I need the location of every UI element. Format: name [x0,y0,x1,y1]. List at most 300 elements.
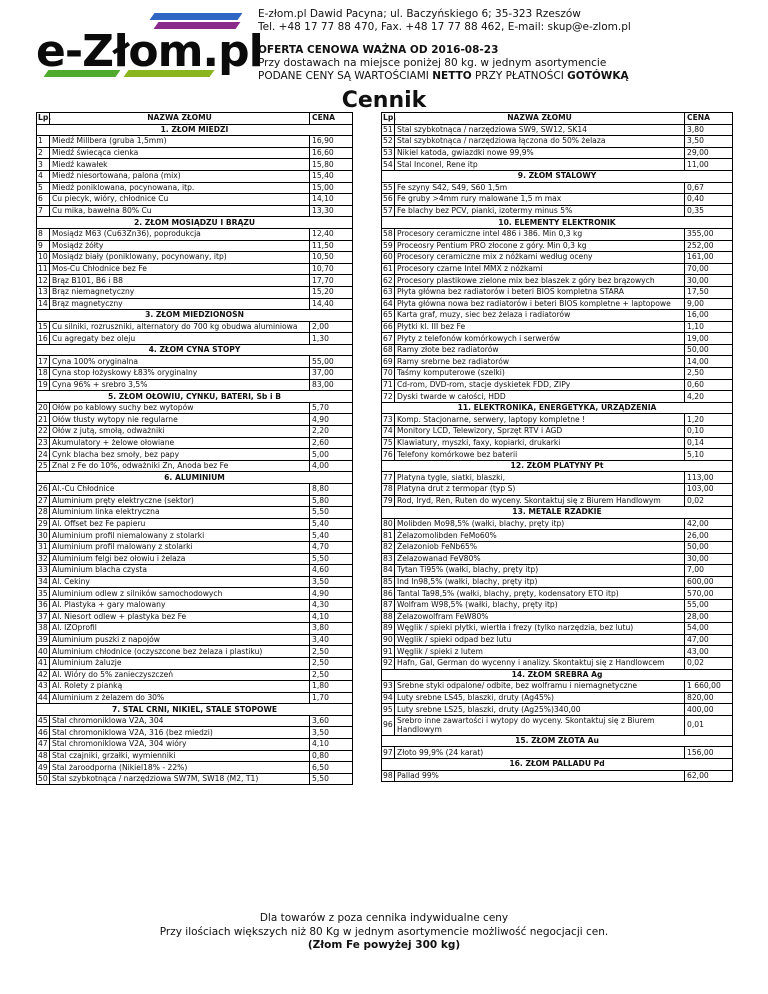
item-price: 3,40 [310,634,353,646]
item-price: 19,00 [685,333,733,345]
column-header-price: CENA [310,113,353,125]
item-number: 79 [383,495,393,505]
item-number: 82 [383,542,393,552]
item-name: Cu agregaty bez oleju [50,333,310,345]
item-number: 93 [383,681,393,691]
section-title: 1. ZŁOM MIEDZI [37,124,353,136]
item-name: Ramy srebrne bez radiatorów [395,356,685,368]
table-row [382,414,733,426]
item-price: 16,00 [685,310,733,322]
item-number: 51 [383,124,393,134]
item-number: 52 [383,136,393,146]
item-number: 72 [383,391,393,401]
table-row [37,599,353,611]
item-price: 570,00 [685,588,733,600]
item-number: 1 [37,136,50,148]
company-contact: Tel. +48 17 77 88 470, Fax. +48 17 77 88 462, E-mail: skup@e-zlom.pl [258,21,631,33]
item-number: 34 [38,577,48,587]
table-row [382,252,733,264]
section-title: 12. ZŁOM PLATYNY Pt [382,460,733,472]
item-name: Monitory LCD, Telewizory, Sprzęt RTV i AGD [395,426,685,438]
section-header-row [37,472,353,484]
price-table-left [36,112,353,785]
item-number: 10 [38,252,48,262]
item-number: 69 [383,356,393,366]
section-header-row [382,669,733,681]
item-number: 26 [38,484,48,494]
table-row [37,727,353,739]
company-logo [36,8,263,86]
item-price: 15,80 [310,159,353,171]
item-price: 54,00 [685,623,733,635]
table-row [382,518,733,530]
item-price: 5,40 [310,518,353,530]
table-row [382,159,733,171]
item-number: 16 [38,333,48,343]
item-price: 3,60 [310,715,353,727]
table-row [37,750,353,762]
item-price: 1,20 [685,414,733,426]
table-row [37,518,353,530]
column-header-name: NAZWA ZŁOMU [50,113,310,125]
item-name: Al. Rolety z pianką [50,681,310,693]
item-number: 28 [38,507,48,517]
item-price: 5,50 [310,507,353,519]
item-number: 87 [383,600,393,610]
section-title: 16. ZŁOM PALLADU Pd [382,759,733,771]
table-row [382,681,733,693]
section-header-row [37,310,353,322]
item-price: 5,80 [310,495,353,507]
item-number: 33 [38,565,48,575]
item-number: 92 [383,658,393,668]
item-number: 46 [38,727,48,737]
item-name: Aluminium z żelazem do 30% [50,692,310,704]
item-price: 1,80 [310,681,353,693]
table-row [382,275,733,287]
item-name: Znal z Fe do 10%, odważniki Zn, Anoda bez Fe [50,460,310,472]
item-price: 55,00 [685,599,733,611]
item-name: Miedź kawałek [50,159,310,171]
table-row [37,495,353,507]
section-header-row [37,124,353,136]
section-title: 15. ZŁOM ZŁOTA Au [382,735,733,747]
item-price: 2,20 [310,426,353,438]
item-name: Telefony komórkowe bez baterii [395,449,685,461]
item-number: 27 [38,495,48,505]
table-row [37,553,353,565]
item-name: Dyski twarde w całości, HDD [395,391,685,403]
price-table-right-body [382,113,733,782]
item-number: 2 [37,147,50,159]
item-name: Węglik / spieki odpad bez lutu [395,634,685,646]
item-number: 80 [383,519,393,529]
item-price: 1,10 [685,321,733,333]
item-name: Mosiądz żółty [50,240,310,252]
item-name: Al. Niesort odlew + plastyka bez Fe [50,611,310,623]
item-name: Mosiądz biały (poniklowany, pocynowany, itp) [50,252,310,264]
section-title: 5. ZŁOM OŁOWIU, CYNKU, BATERI, Sb i B [37,391,353,403]
item-price: 820,00 [685,692,733,704]
table-row [37,657,353,669]
item-name: Brąz niemagnetyczny [50,286,310,298]
item-price: 50,00 [685,344,733,356]
item-name: Aluminium odlew z silników samochodowych [50,588,310,600]
item-number: 77 [383,472,393,482]
item-name: Cu silniki, rozruszniki, alternatory do 700 kg obudwa aluminiowa [50,321,310,333]
section-title: 11. ELEKTRONIKA, ENERGETYKA, URZĄDZENIA [382,402,733,414]
table-row [382,747,733,759]
item-name: Stal szybkotnąca / narzędziowa SW9, SW12, SK14 [395,124,685,136]
item-name: Płyty z telefonów komórkowych i serwerów [395,333,685,345]
section-title: 13. METALE RZADKIE [382,507,733,519]
item-price: 0,40 [685,194,733,206]
item-price: 355,00 [685,228,733,240]
item-price: 2,50 [685,368,733,380]
item-number: 22 [38,426,48,436]
item-number: 53 [383,148,393,158]
item-price: 103,00 [685,484,733,496]
item-number: 62 [383,275,393,285]
item-number: 85 [383,577,393,587]
table-row [382,286,733,298]
section-header-row [382,402,733,414]
item-name: Żelazowanad FeV80% [395,553,685,565]
item-number: 83 [383,553,393,563]
item-number: 94 [383,692,393,702]
item-name: Płyta główna nowa bez radiatorów i beteri BIOS kompletne + laptopowe [395,298,685,310]
item-price: 10,50 [310,252,353,264]
table-row [37,182,353,194]
item-price: 5,70 [310,402,353,414]
table-row [37,402,353,414]
item-name: Żelazomolibden FeMo60% [395,530,685,542]
section-header-row [382,507,733,519]
item-number: 65 [383,310,393,320]
table-row [382,240,733,252]
table-row [37,333,353,345]
item-price: 50,00 [685,541,733,553]
item-number: 42 [38,669,48,679]
item-price: 3,50 [685,136,733,148]
table-row [37,437,353,449]
item-price: 4,20 [685,391,733,403]
item-price: 17,70 [310,275,353,287]
item-name: Cyna stop łożyskowy Ł83% oryginalny [50,368,310,380]
table-row [37,739,353,751]
section-header-row [37,704,353,716]
table-row [37,588,353,600]
item-number: 30 [38,530,48,540]
company-address: E-złom.pl Dawid Pacyna; ul. Baczyńskiego 6; 35-323 Rzeszów [258,8,581,20]
table-row [37,240,353,252]
item-price: 4,90 [310,588,353,600]
item-number: 17 [38,356,48,366]
item-name: Molibden Mo98,5% (wałki, blachy, pręty itp) [395,518,685,530]
table-row [382,136,733,148]
item-number: 13 [38,287,48,297]
item-price: 5,50 [310,553,353,565]
footer-note-2: Przy ilościach większych niż 80 Kg w jednym asortymencie możliwość negocjacji cen. [159,925,609,938]
item-price: 29,00 [685,147,733,159]
item-number: 38 [38,623,48,633]
item-price: 252,00 [685,240,733,252]
table-row [382,576,733,588]
item-name: Al. Cekiny [50,576,310,588]
table-row [382,692,733,704]
item-price: 3,50 [310,727,353,739]
table-row [37,576,353,588]
item-name: Aluminium linka elektryczna [50,507,310,519]
section-header-row [37,344,353,356]
item-number: 66 [383,321,393,331]
item-number: 14 [38,298,48,308]
item-name: Miedź niesortowana, palona (mix) [50,170,310,182]
table-row [382,588,733,600]
page-title: Cennik [341,88,427,113]
column-header-lp: Lp. [38,113,52,123]
item-name: Al. Plastyka + gary malowany [50,599,310,611]
item-name: Miedź Millbera (gruba 1,5mm) [50,136,310,148]
table-row [37,147,353,159]
item-number: 23 [38,437,48,447]
table-row [382,553,733,565]
item-name: Aluminium pręty elektryczne (sektor) [50,495,310,507]
table-row [382,770,733,782]
item-number: 98 [383,770,393,780]
section-header-row [382,217,733,229]
item-number: 12 [38,275,48,285]
item-price: 9,00 [685,298,733,310]
item-number: 78 [383,484,393,494]
item-number: 6 [37,194,50,206]
table-row [382,599,733,611]
page-header [0,0,768,88]
table-row [37,715,353,727]
item-name: Pallad 99% [395,770,685,782]
item-number: 81 [383,530,393,540]
item-number: 63 [383,287,393,297]
item-price: 12,40 [310,228,353,240]
table-row [37,530,353,542]
page-footer [0,912,768,953]
section-header-row [382,759,733,771]
item-price: 113,00 [685,472,733,484]
item-name: Ramy złote bez radiatorów [395,344,685,356]
table-row [382,657,733,669]
item-number: 50 [38,774,48,784]
table-row [37,541,353,553]
item-price: 156,00 [685,747,733,759]
price-table-right [381,112,733,782]
table-row [382,472,733,484]
table-row [382,634,733,646]
item-number: 48 [38,750,48,760]
item-price: 37,00 [310,368,353,380]
item-number: 11 [38,264,48,274]
table-row [382,182,733,194]
table-row [37,275,353,287]
item-price: 11,00 [685,159,733,171]
item-name: Al. Wióry do 5% zanieczyszczeń [50,669,310,681]
item-number: 25 [38,461,48,471]
item-name: Procesory czarne Intel MMX z nóżkami [395,263,685,275]
table-row [37,692,353,704]
item-name: Miedź świecąca cienka [50,147,310,159]
item-name: Stal chromoniklowa V2A, 304 wióry [50,739,310,751]
section-title: 4. ZŁOM CYNA STOPY [37,344,353,356]
item-name: Aluminium puszki z napojów [50,634,310,646]
item-number: 24 [38,449,48,459]
item-number: 67 [383,333,393,343]
section-header-row [382,460,733,472]
item-name: Stal chromoniklowa V2A, 316 (bez miedzi) [50,727,310,739]
section-title: 10. ELEMENTY ELEKTRONIK [382,217,733,229]
table-row [37,611,353,623]
item-name: Żelazowolfram FeW80% [395,611,685,623]
item-name: Platyna tygle, siatki, blaszki, [395,472,685,484]
item-name: Wolfram W98,5% (wałki, blachy, pręty itp) [395,599,685,611]
item-price: 4,70 [310,541,353,553]
item-name: Komp. Stacjonarne, serwery, laptopy kompletne ! [395,414,685,426]
item-number: 54 [383,159,393,169]
table-row [382,368,733,380]
item-price: 0,60 [685,379,733,391]
item-number: 75 [383,437,393,447]
section-header-row [382,735,733,747]
item-name: Cu piecyk, wióry, chłodnice Cu [50,194,310,206]
table-row [382,344,733,356]
item-name: Brąz magnetyczny [50,298,310,310]
item-price: 83,00 [310,379,353,391]
delivery-note: Przy dostawach na miejsce poniżej 80 kg. w jednym asortymencie [258,57,607,69]
item-price: 1,70 [310,692,353,704]
section-title: 2. ZŁOM MOSIĄDZU I BRĄZU [37,217,353,229]
item-price: 0,67 [685,182,733,194]
column-header-lp: Lp. [383,113,397,123]
logo-text: e-Złom.pl [36,26,263,77]
table-row [382,228,733,240]
table-row [37,634,353,646]
price-note: PODANE CENY SĄ WARTOŚCIAMI NETTO PRZY PŁATNOŚCI GOTÓWKĄ [258,70,629,82]
price-table-left-body [37,113,353,785]
item-number: 29 [38,519,48,529]
table-row [382,426,733,438]
item-name: Aluminium żaluzje [50,657,310,669]
item-price: 4,10 [310,611,353,623]
item-name: Ind In98,5% (wałki, blachy, pręty itp) [395,576,685,588]
item-name: Taśmy komputerowe (szelki) [395,368,685,380]
item-name: Węglik / spieki płytki, wiertła i frezy (tylko narzędzia, bez lutu) [395,623,685,635]
item-name: Cynk blacha bez smoły, bez papy [50,449,310,461]
table-row [37,194,353,206]
table-row [382,263,733,275]
item-price: 15,40 [310,170,353,182]
table-row [37,669,353,681]
table-row [382,205,733,217]
item-price: 0,14 [685,437,733,449]
table-row [382,333,733,345]
item-number: 15 [38,321,48,331]
table-row [382,147,733,159]
logo-stripe [150,13,243,20]
item-name: Ołów tłusty wytopy nie regularne [50,414,310,426]
table-row [382,541,733,553]
table-row [37,136,353,148]
item-price: 1 660,00 [685,681,733,693]
item-name: Procesory ceramiczne mix z nóżkami według oceny [395,252,685,264]
table-row [37,623,353,635]
item-price: 0,80 [310,750,353,762]
item-name: Srebro inne zawartości i wytopy do wyceny. Skontaktuj się z Biurem Handlowym [395,715,685,735]
item-price: 14,10 [310,194,353,206]
section-header-row [37,217,353,229]
item-number: 57 [383,206,393,216]
item-price: 0,01 [685,715,733,735]
item-number: 96 [382,715,395,735]
item-price: 5,40 [310,530,353,542]
item-number: 18 [38,368,48,378]
item-name: Aluminium chłodnice (oczyszcone bez żelaza i plastiku) [50,646,310,658]
item-name: Żelazoniob FeNb65% [395,541,685,553]
item-price: 600,00 [685,576,733,588]
item-price: 16,90 [310,136,353,148]
item-number: 39 [38,635,48,645]
item-number: 95 [383,704,393,714]
item-name: Stal czajniki, grzałki, wymienniki [50,750,310,762]
item-name: Nikiel katoda, gwiazdki nowe 99,9% [395,147,685,159]
item-name: Srebne styki odpalone/ odbite, bez wolframu i niemagnetyczne [395,681,685,693]
table-row [37,762,353,774]
item-name: Rod, Iryd, Ren, Ruten do wyceny. Skontaktuj się z Biurem Handlowym [395,495,685,507]
item-price: 4,90 [310,414,353,426]
item-price: 26,00 [685,530,733,542]
item-price: 3,50 [310,576,353,588]
table-row [37,379,353,391]
item-name: Brąz B101, B6 i B8 [50,275,310,287]
item-number: 97 [383,747,393,757]
item-price: 1,30 [310,333,353,345]
item-number: 35 [38,588,48,598]
item-name: Stal szybkotnąca / narzędziowa SW7M, SW18 (M2, T1) [50,773,310,785]
section-title: 6. ALUMINIUM [37,472,353,484]
item-name: Miedź poniklowana, pocynowana, itp. [50,182,310,194]
item-price: 2,60 [310,437,353,449]
section-header-row [37,391,353,403]
table-row [382,565,733,577]
item-name: Aluminium profil malowany z stolarki [50,541,310,553]
item-price: 15,20 [310,286,353,298]
table-row [37,460,353,472]
item-name: Mos-Cu Chłodnice bez Fe [50,263,310,275]
item-name: Aluminium blacha czysta [50,565,310,577]
item-number: 5 [37,182,50,194]
item-number: 20 [38,403,48,413]
table-header-row [382,113,733,125]
table-header-row [37,113,353,125]
item-number: 89 [383,623,393,633]
item-number: 7 [37,205,50,217]
item-price: 4,10 [310,739,353,751]
item-name: Mosiądz M63 (Cu63Zn36), poprodukcja [50,228,310,240]
table-row [37,646,353,658]
item-number: 43 [38,681,48,691]
table-row [382,484,733,496]
table-row [382,495,733,507]
item-price: 6,50 [310,762,353,774]
column-header-name: NAZWA ZŁOMU [395,113,685,125]
item-price: 2,50 [310,657,353,669]
